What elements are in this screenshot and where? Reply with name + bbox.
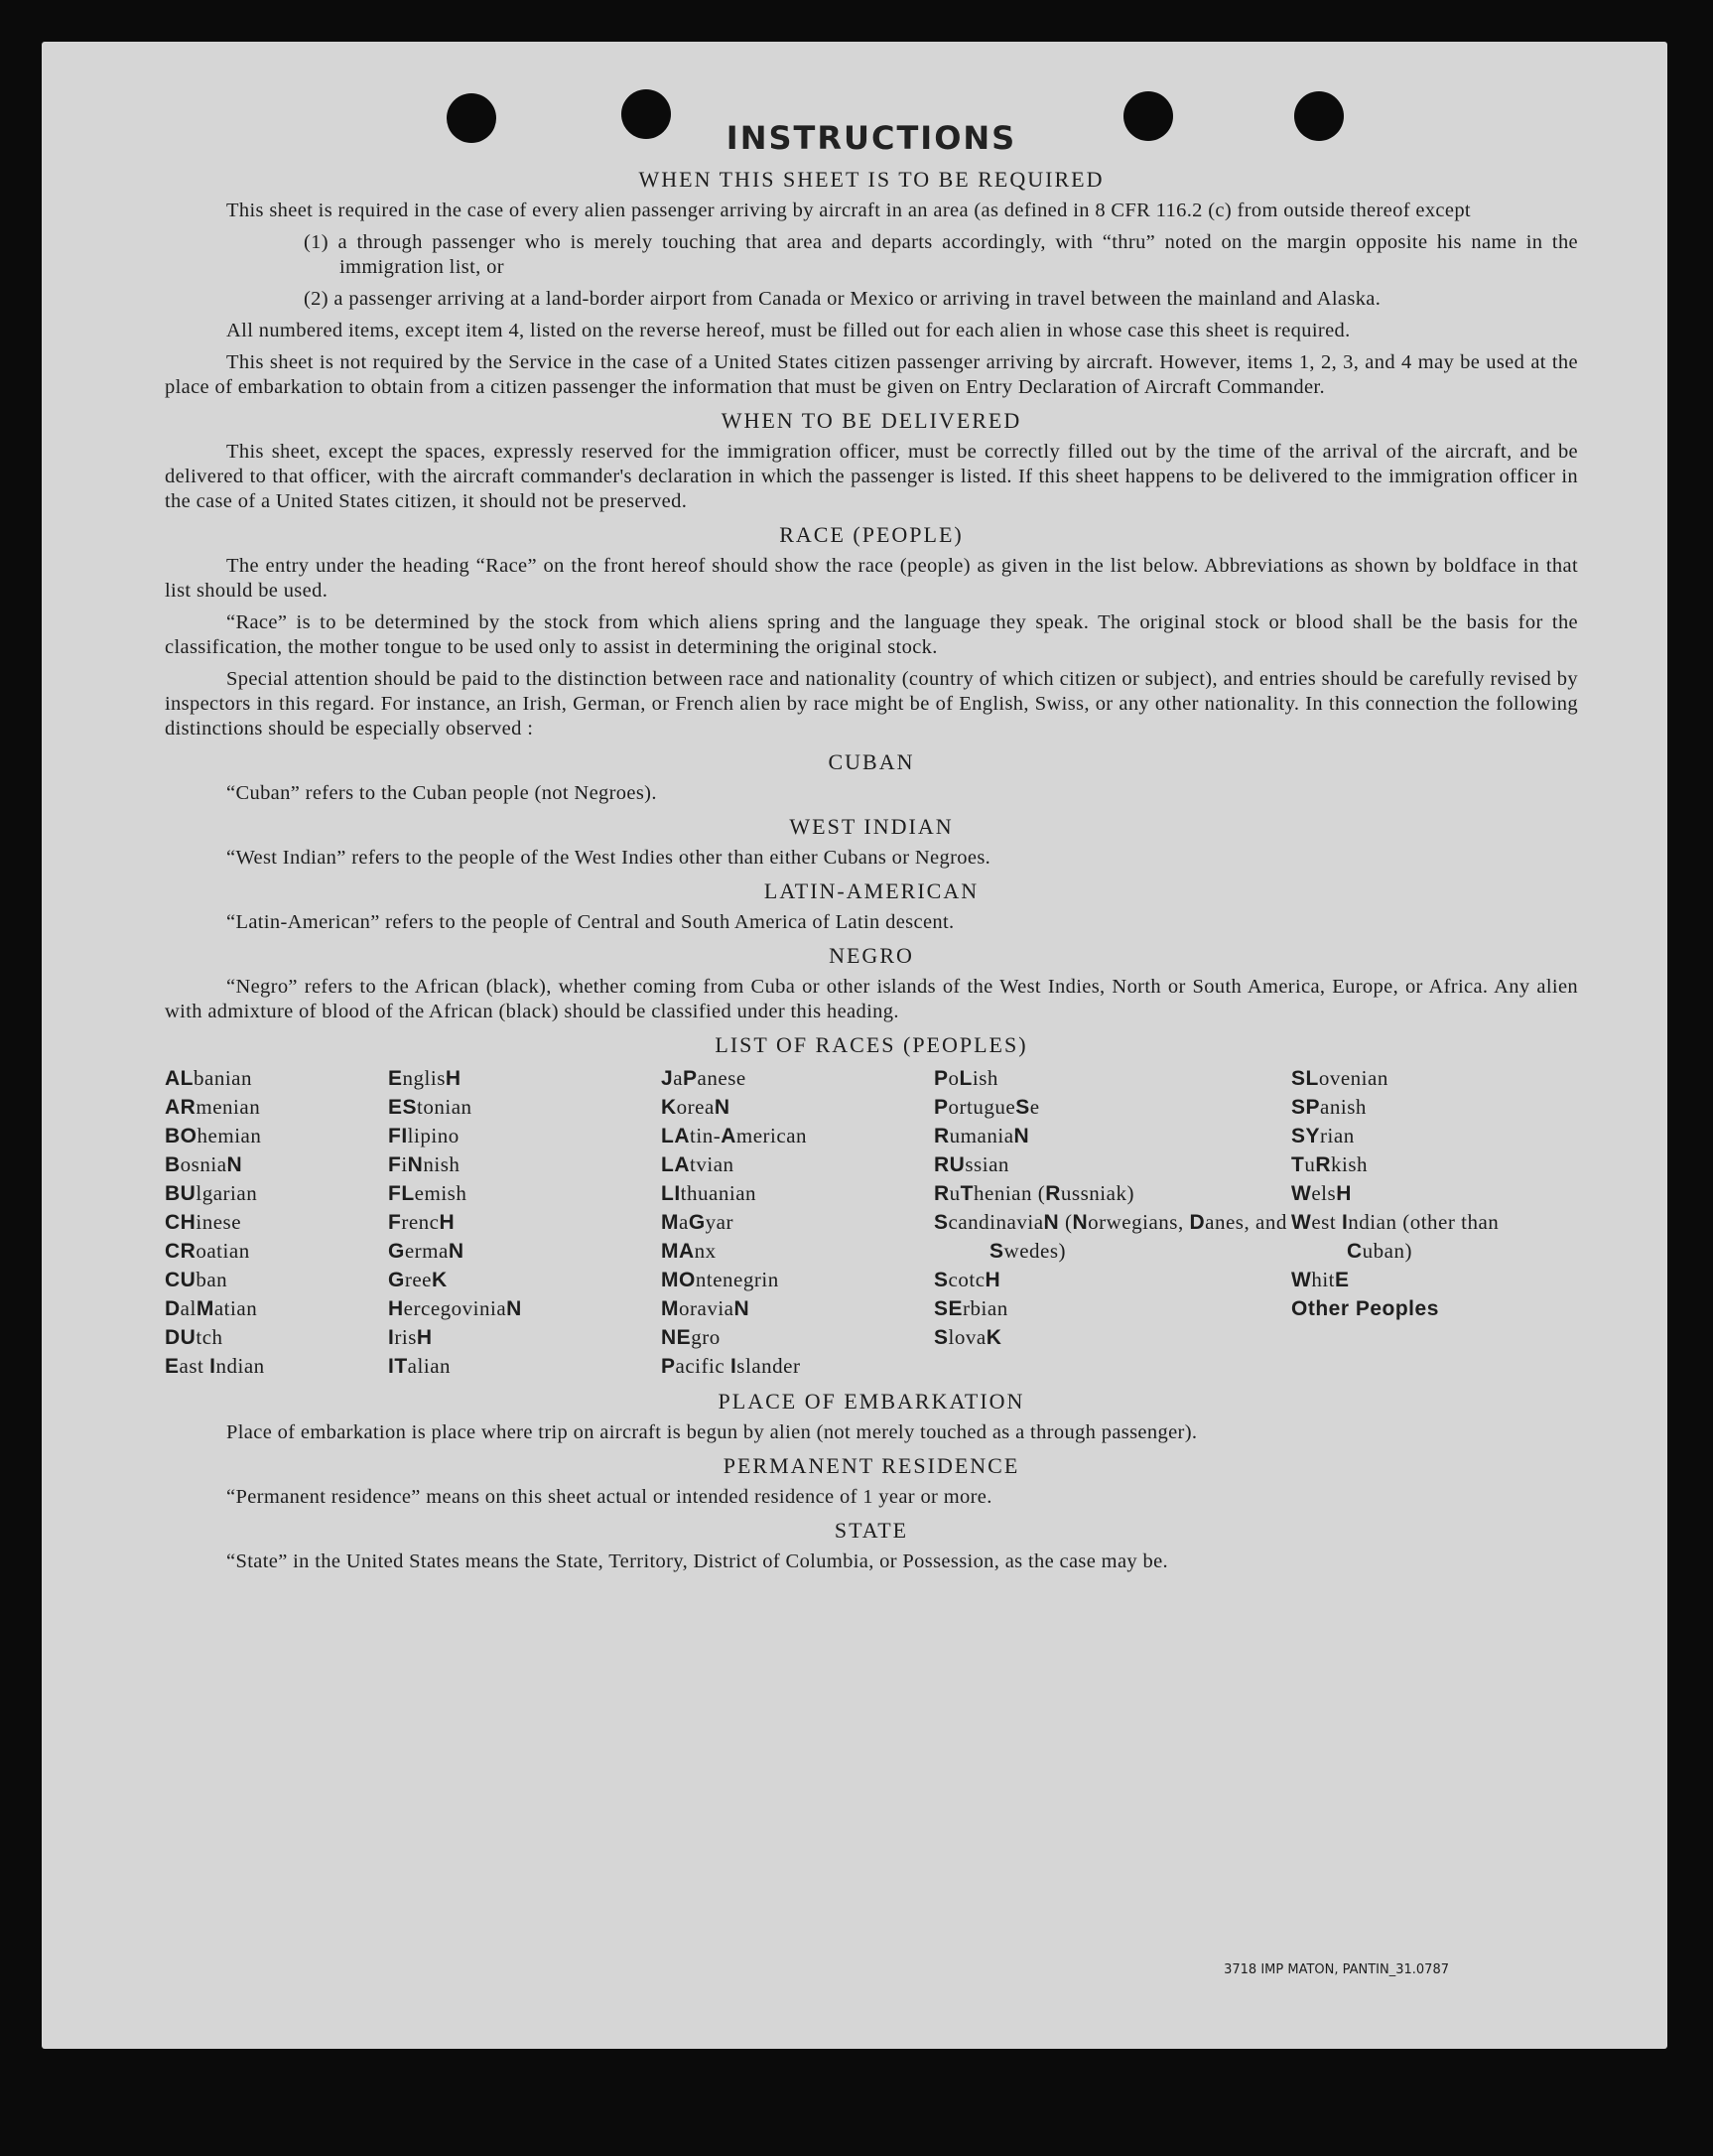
race-entry: MAnx bbox=[661, 1239, 717, 1263]
race-entry: HercegoviniaN bbox=[388, 1296, 522, 1320]
race-entry: JaPanese bbox=[661, 1066, 746, 1090]
list-item: (1) a through passenger who is merely touching that area and departs accordingly, with “thru” noted on the margin opposite his name in the immigration list, or bbox=[304, 231, 1578, 278]
race-entry: CRoatian bbox=[165, 1239, 250, 1263]
paragraph: “State” in the United States means the State, Territory, District of Columbia, or Possession, as the case may be. bbox=[226, 1550, 1169, 1572]
section-heading-negro: NEGRO bbox=[829, 943, 914, 968]
race-entry: RumaniaN bbox=[934, 1124, 1030, 1147]
race-entry: SlovaK bbox=[934, 1325, 1002, 1349]
race-entry: FiNnish bbox=[388, 1152, 461, 1176]
race-entry: ScotcH bbox=[934, 1268, 1001, 1291]
race-entry: LAtvian bbox=[661, 1152, 734, 1176]
paragraph: The entry under the heading “Race” on the front hereof should show the race (people) as given in the list below. Abbreviations as shown by boldface in that list should be used. bbox=[165, 555, 1578, 602]
race-entry: East Indian bbox=[165, 1354, 265, 1378]
race-entry: ALbanian bbox=[165, 1066, 252, 1090]
race-entry: BOhemian bbox=[165, 1124, 262, 1147]
document-body bbox=[165, 91, 1578, 1581]
race-entry: SLovenian bbox=[1291, 1066, 1388, 1090]
list-item: (2) a passenger arriving at a land-border airport from Canada or Mexico or arriving in travel between the mainland and Alaska. bbox=[304, 288, 1382, 310]
race-entry: ScandinaviaN (Norwegians, Danes, and Swedes) bbox=[934, 1210, 1287, 1263]
race-column bbox=[388, 1064, 661, 1381]
section-heading-west-indian: WEST INDIAN bbox=[789, 814, 954, 839]
race-entry: ITalian bbox=[388, 1354, 452, 1378]
race-entry: TuRkish bbox=[1291, 1152, 1369, 1176]
race-entry: MoraviaN bbox=[661, 1296, 750, 1320]
race-entry: MOntenegrin bbox=[661, 1268, 779, 1291]
section-heading-race: RACE (PEOPLE) bbox=[779, 522, 964, 547]
section-heading-cuban: CUBAN bbox=[828, 749, 915, 774]
paragraph: This sheet, except the spaces, expressly reserved for the immigration officer, must be correctly filled out by the time of the arrival of the aircraft, and be delivered to that officer, with the aircraft commander's declaration in which the passenger is listed. If this sheet happens to be delivered to the immigration officer in the case of a United States citizen, it should not be preserved. bbox=[165, 441, 1578, 512]
race-entry: EStonian bbox=[388, 1095, 472, 1119]
race-entry: RuThenian (Russniak) bbox=[934, 1181, 1134, 1205]
race-entry: LIthuanian bbox=[661, 1181, 757, 1205]
race-entry: BosniaN bbox=[165, 1152, 243, 1176]
race-entry: FIlipino bbox=[388, 1124, 460, 1147]
paragraph: “Race” is to be determined by the stock from which aliens spring and the language they speak. The original stock or blood shall be the basis for the classification, the mother tongue to be used only to assist in determining the original stock. bbox=[165, 611, 1578, 658]
race-entry: EnglisH bbox=[388, 1066, 461, 1090]
paragraph: Place of embarkation is place where trip on aircraft is begun by alien (not merely touched as a through passenger). bbox=[226, 1421, 1198, 1443]
race-entry: PortugueSe bbox=[934, 1095, 1040, 1119]
race-entry: SErbian bbox=[934, 1296, 1008, 1320]
race-column bbox=[934, 1064, 1291, 1381]
paragraph: “Negro” refers to the African (black), whether coming from Cuba or other islands of the West Indies, North or South America, Europe, or Africa. Any alien with admixture of blood of the African (black) should be classified under this heading. bbox=[165, 976, 1578, 1022]
race-entry: Pacific Islander bbox=[661, 1354, 801, 1378]
section-heading-embarkation: PLACE OF EMBARKATION bbox=[718, 1389, 1025, 1414]
section-heading-residence: PERMANENT RESIDENCE bbox=[723, 1453, 1020, 1478]
section-heading-delivered: WHEN TO BE DELIVERED bbox=[721, 408, 1022, 433]
race-entry: GreeK bbox=[388, 1268, 448, 1291]
race-entry: WelsH bbox=[1291, 1181, 1352, 1205]
race-entry: FLemish bbox=[388, 1181, 467, 1205]
race-entry: PoLish bbox=[934, 1066, 998, 1090]
race-entry: RUssian bbox=[934, 1152, 1009, 1176]
race-entry: KoreaN bbox=[661, 1095, 730, 1119]
section-heading-required: WHEN THIS SHEET IS TO BE REQUIRED bbox=[638, 167, 1105, 192]
race-entry: GermaN bbox=[388, 1239, 464, 1263]
paragraph: All numbered items, except item 4, listed on the reverse hereof, must be filled out for each alien in whose case this sheet is required. bbox=[226, 320, 1351, 341]
race-entry: West Indian (other than Cuban) bbox=[1291, 1210, 1500, 1263]
paragraph: “Latin-American” refers to the people of Central and South America of Latin descent. bbox=[226, 911, 955, 933]
race-entry: FrencH bbox=[388, 1210, 456, 1234]
race-entry: CHinese bbox=[165, 1210, 242, 1234]
race-entry: LAtin-American bbox=[661, 1124, 808, 1147]
paragraph: This sheet is not required by the Service in the case of a United States citizen passenger arriving by aircraft. However, items 1, 2, 3, and 4 may be used at the place of embarkation to obtain from a citizen passenger the information that must be given on Entry Declaration of Aircraft Commander. bbox=[165, 351, 1578, 398]
race-column bbox=[165, 1064, 388, 1381]
race-entry: CUban bbox=[165, 1268, 228, 1291]
document-sheet bbox=[42, 42, 1667, 2049]
race-entry: IrisH bbox=[388, 1325, 433, 1349]
race-entry: Other Peoples bbox=[1291, 1297, 1439, 1320]
race-entry: DalMatian bbox=[165, 1296, 258, 1320]
race-entry: MaGyar bbox=[661, 1210, 733, 1234]
paragraph: “Permanent residence” means on this sheet actual or intended residence of 1 year or more. bbox=[226, 1486, 992, 1508]
printer-imprint: 3718 IMP MATON, PANTIN_31.0787 bbox=[1224, 1962, 1449, 1977]
race-entry: WhitE bbox=[1291, 1268, 1350, 1291]
page-title: INSTRUCTIONS bbox=[725, 119, 1017, 157]
section-heading-list-of-races: LIST OF RACES (PEOPLES) bbox=[715, 1032, 1028, 1057]
paragraph: “Cuban” refers to the Cuban people (not Negroes). bbox=[226, 782, 657, 804]
paragraph: “West Indian” refers to the people of the West Indies other than either Cubans or Negroes. bbox=[226, 847, 991, 869]
race-column bbox=[1291, 1064, 1549, 1381]
paragraph: This sheet is required in the case of every alien passenger arriving by aircraft in an area (as defined in 8 CFR 116.2 (c) from outside thereof except bbox=[226, 200, 1471, 221]
race-list bbox=[165, 1064, 1578, 1381]
race-entry: SPanish bbox=[1291, 1095, 1367, 1119]
race-entry: BUlgarian bbox=[165, 1181, 258, 1205]
section-heading-latin-american: LATIN-AMERICAN bbox=[763, 878, 980, 903]
race-column bbox=[661, 1064, 934, 1381]
race-entry: ARmenian bbox=[165, 1095, 261, 1119]
race-entry: DUtch bbox=[165, 1325, 223, 1349]
race-entry: SYrian bbox=[1291, 1124, 1355, 1147]
paragraph: Special attention should be paid to the distinction between race and nationality (country of which citizen or subject), and entries should be carefully revised by inspectors in this regard. For instance, an Irish, German, or French alien by race might be of English, Swiss, or any other nationality. In this connection the following distinctions should be especially observed : bbox=[165, 668, 1578, 740]
race-entry: NEgro bbox=[661, 1325, 721, 1349]
section-heading-state: STATE bbox=[834, 1518, 909, 1543]
